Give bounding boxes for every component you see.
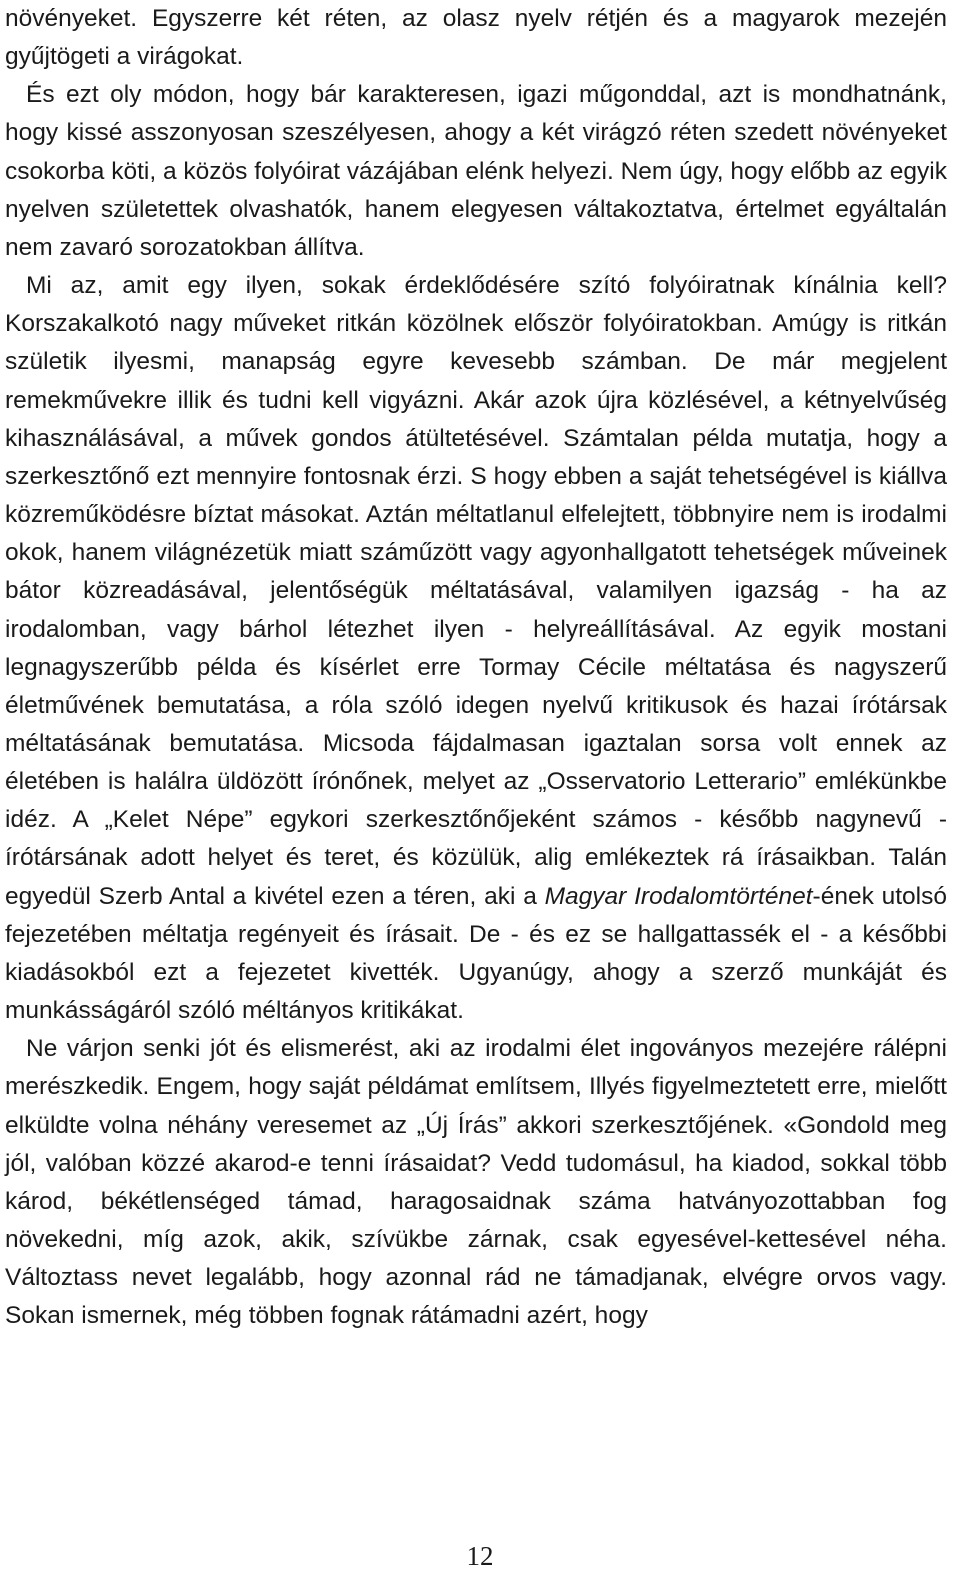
paragraph-1: növényeket. Egyszerre két réten, az olasz nyelv rétjén és a magyarok mezején gyűjtögeti a virágokat. [5, 5, 947, 71]
book-title-italic: Magyar Irodalomtörténet [544, 882, 813, 910]
paragraph-3-text-after-italic: -ének utolsó fejezetében méltatja regényeit és írásait. De - és ez se hallgattassék el - a későbbi kiadásokból ezt a fejezetet kivették. Ugyanúgy, ahogy a szerző munkáját és munkásságáról szóló méltányos kritikákat. [5, 882, 947, 1025]
paragraph-2: És ezt oly módon, hogy bár karakteresen, igazi műgonddal, azt is mondhatnánk, hogy kissé asszonyosan szeszélyesen, ahogy a két virágzó réten szedett növényeket csokorba köti, a közös folyóirat vázájában elénk helyezi. Nem úgy, hogy előbb az egyik nyelven születettek olvashatók, hanem elegyesen váltakoztatva, értelmet egyáltalán nem zavaró sorozatokban állítva. [5, 81, 947, 261]
paragraph-3-text-before-italic: Mi az, amit egy ilyen, sokak érdeklődésére szító folyóiratnak kínálnia kell? Korszakalkotó nagy műveket ritkán közölnek először folyóiratokban. Amúgy is ritkán születik ilyesmi, manapság egyre kevesebb számban. De már megjelent remekművekre illik és tudni kell vigyázni. Akár azok újra közlésével, a kétnyelvűség kihasználásával, a művek gondos átültetésével. Számtalan példa mutatja, hogy a szerkesztőnő ezt mennyire fontosnak érzi. S hogy ebben a saját tehetségével is kiállva közreműködésre bíztat másokat. Aztán méltatlanul elfelejtett, többnyire nem is irodalmi okok, hanem világnézetük miatt száműzött vagy agyonhallgatott tehetségek műveinek bátor közreadásával, jelentőségük méltatásával, valamilyen igazság - ha az irodalomban, vagy bárhol létezhet ilyen - helyreállításával. Az egyik mostani legnagyszerűbb példa és kísérlet erre Tormay Cécile méltatása és nagyszerű életművének bemutatása, a róla szóló idegen nyelvű kritikusok és hazai írótársak méltatásának bemutatása. Micsoda fájdalmasan igaztalan sorsa volt ennek az életében is halálra üldözött írónőnek, melyet az „Osservatorio Letterario” emlékünkbe idéz. A „Kelet Népe” egykori szerkesztőnőjeként számos - később nagynevű - írótársának adott helyet és teret, és közülük, alig emlékeztek rá írásaikban. Talán egyedül Szerb Antal a kivétel ezen a téren, aki a [5, 272, 947, 910]
page-number: 12 [466, 1541, 494, 1571]
paragraph-4: Ne várjon senki jót és elismerést, aki az irodalmi élet ingoványos mezejére rálépni merészkedik. Engem, hogy saját példámat említsem, Illyés figyelmeztetett erre, mielőtt elküldte volna néhány veresemet az „Új Írás” akkori szerkesztőjének. «Gondold meg jól, valóban közzé akarod-e tenni írásaidat? Vedd tudomásul, ha kiadod, sokkal több károd, békétlenséged támad, haragosaidnak száma hatványozottabban fog növekedni, míg azok, akik, szívükbe zárnak, csak egyesével-kettesével néha. Változtass nevet legalább, hogy azonnal rád ne támadjanak, elvégre orvos vagy. Sokan ismernek, még többen fognak rátámadni azért, hogy [5, 1035, 947, 1330]
document-body [5, 0, 947, 1335]
paragraph-3 [5, 267, 947, 1030]
